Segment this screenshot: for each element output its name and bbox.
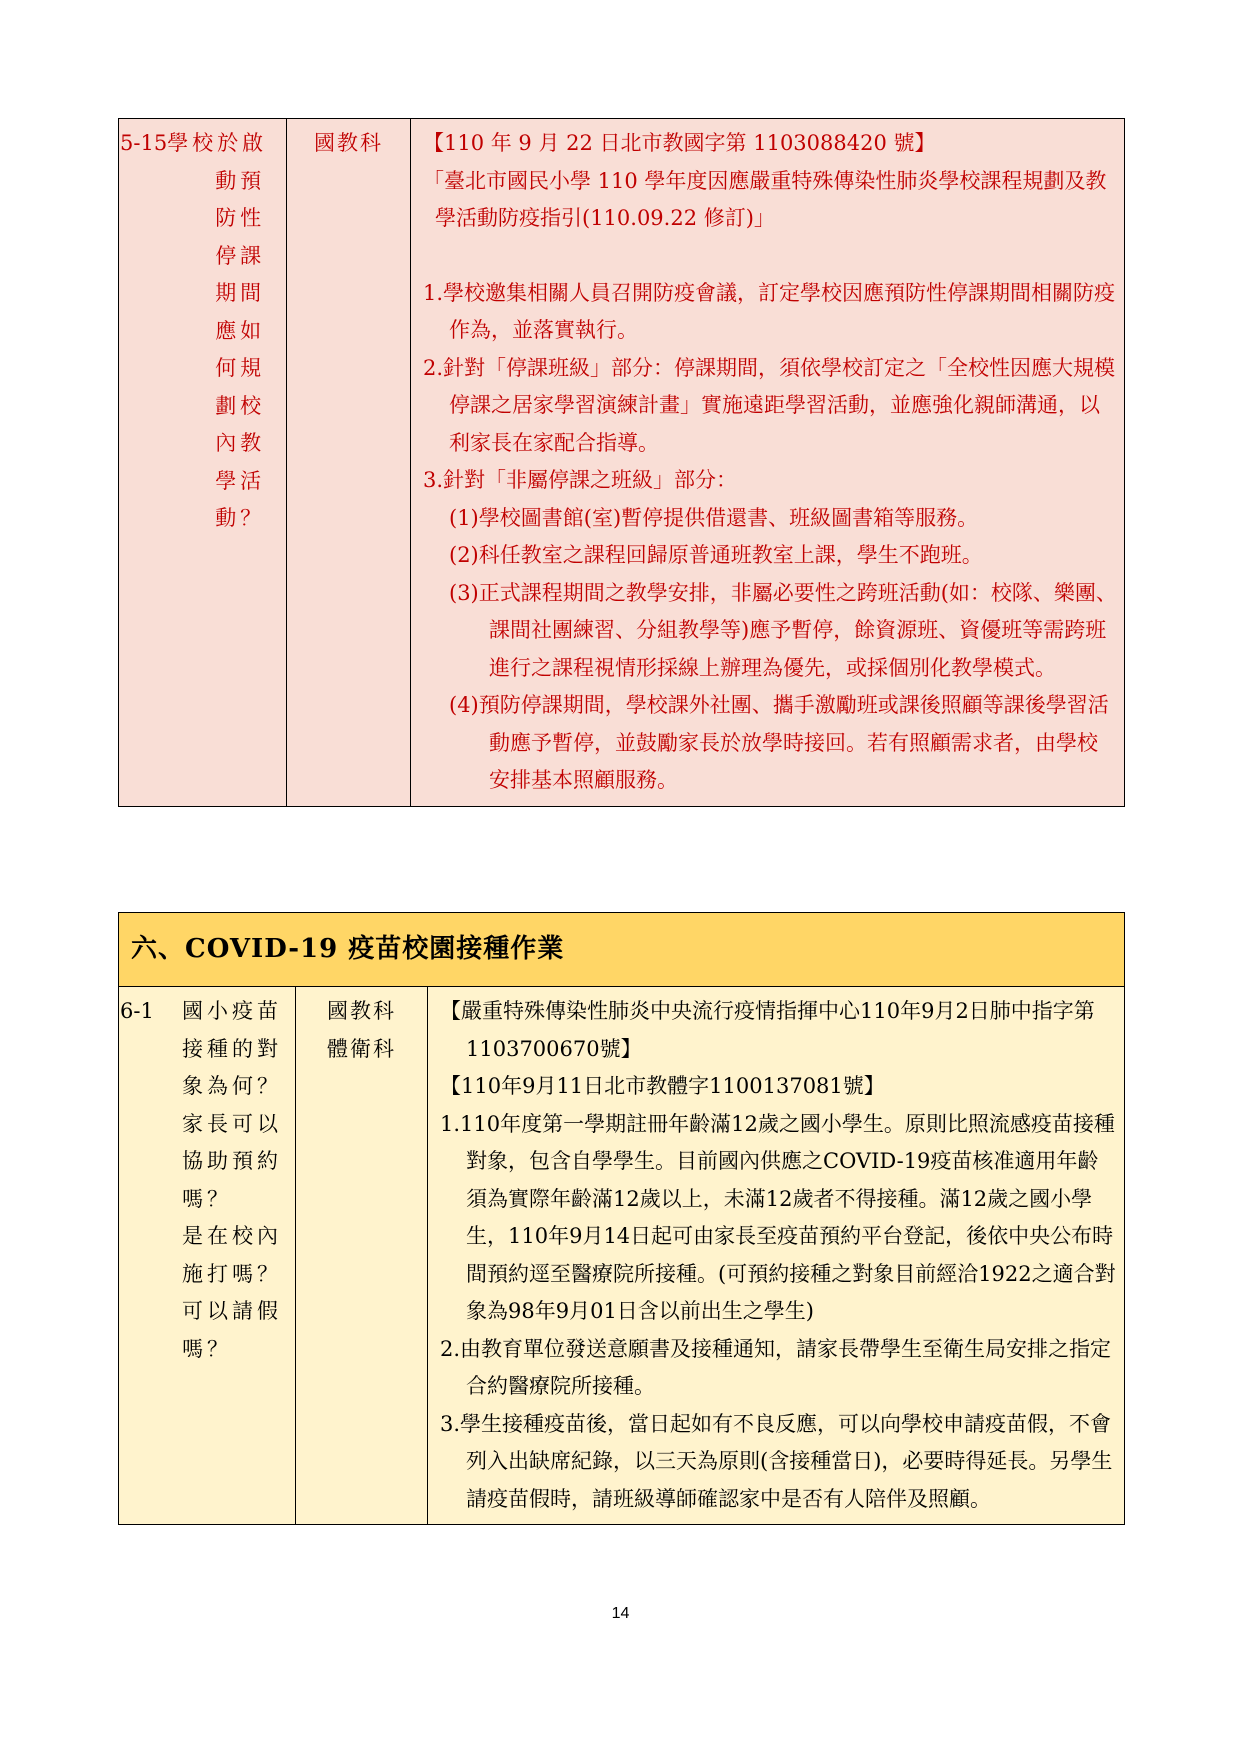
guideline-title: 「臺北市國民小學 110 學年度因應嚴重特殊傳染性肺炎學校課程規劃及教學活動防疫指引(110.09.22 修訂)」 xyxy=(423,168,1107,230)
section-header: 六、COVID-19 疫苗校園接種作業 xyxy=(119,913,1125,987)
list-item: 2.針對「停課班級」部分：停課期間，須依學校訂定之「全校性因應大規模停課之居家學習演練計畫」實施遠距學習活動，並應強化親師溝通，以利家長在家配合指導。 xyxy=(423,355,1116,455)
department-cell: 國教科 xyxy=(287,119,411,807)
page-number: 14 xyxy=(611,1605,630,1622)
list-item: (4)預防停課期間，學校課外社團、攜手激勵班或課後照顧等課後學習活動應予暫停，並鼓勵家長於放學時接回。若有照顧需求者，由學校安排基本照顧服務。 xyxy=(449,693,1109,792)
question-cell xyxy=(119,987,296,1525)
answer-cell xyxy=(411,119,1125,807)
question-number: 5-15 xyxy=(120,131,168,155)
document-reference: 【110年9月11日北市教體字1100137081號】 xyxy=(440,1074,885,1098)
qa-table-5-15 xyxy=(118,118,1125,807)
table-row xyxy=(119,119,1125,807)
question-text: 國小疫苗 接種的對 象為何？ 家長可以 協助預約 嗎？ 是在校內 施打嗎？ 可以請假 嗎？ xyxy=(182,999,282,1361)
question-cell xyxy=(119,119,287,807)
answer-cell xyxy=(428,987,1125,1525)
document-reference: 【嚴重特殊傳染性肺炎中央流行疫情指揮中心110年9月2日肺中指字第1103700670號】 xyxy=(440,999,1095,1061)
list-item: 3.學生接種疫苗後，當日起如有不良反應，可以向學校申請疫苗假，不會列入出缺席紀錄，以三天為原則(含接種當日)，必要時得延長。另學生請疫苗假時，請班級導師確認家中是否有人陪伴及照顧。 xyxy=(440,1411,1113,1511)
section-header-row xyxy=(119,913,1125,987)
question-text: 學校於啟 動預防性 停課期間 應如何規 劃校內教 學活動？ xyxy=(167,131,268,530)
document-reference: 【110 年 9 月 22 日北市教國字第 1103088420 號】 xyxy=(423,131,936,155)
list-item: 2.由教育單位發送意願書及接種通知，請家長帶學生至衛生局安排之指定合約醫療院所接種。 xyxy=(440,1336,1112,1398)
department-cell: 國教科 體衛科 xyxy=(296,987,428,1525)
list-item: (2)科任教室之課程回歸原普通班教室上課，學生不跑班。 xyxy=(449,543,983,567)
list-item: (3)正式課程期間之教學安排，非屬必要性之跨班活動(如：校隊、樂團、課間社團練習、分組教學等)應予暫停，餘資源班、資優班等需跨班進行之課程視情形採線上辦理為優先，或採個別化教學模式。 xyxy=(449,580,1117,680)
list-item: (1)學校圖書館(室)暫停提供借還書、班級圖書箱等服務。 xyxy=(449,505,979,530)
list-item: 1.學校邀集相關人員召開防疫會議，訂定學校因應預防性停課期間相關防疫作為，並落實執行。 xyxy=(423,280,1116,342)
table-row xyxy=(119,987,1125,1525)
list-item: 1.110年度第一學期註冊年齡滿12歲之國小學生。原則比照流感疫苗接種對象，包含自學學生。目前國內供應之COVID-19疫苗核准適用年齡須為實際年齡滿12歲以上，未滿12歲者不得接種。滿12歲之國小學生，110年9月14日起可由家長至疫苗預約平台登記，後依中央公布時間預約逕至醫療院所接種。(可預約接種之對象目前經洽1922之適合對象為98年9月01日含以前出生之學生) xyxy=(440,1111,1116,1323)
list-item: 3.針對「非屬停課之班級」部分： xyxy=(423,468,738,492)
question-number: 6-1 xyxy=(120,999,154,1023)
qa-table-6-1 xyxy=(118,912,1125,1525)
